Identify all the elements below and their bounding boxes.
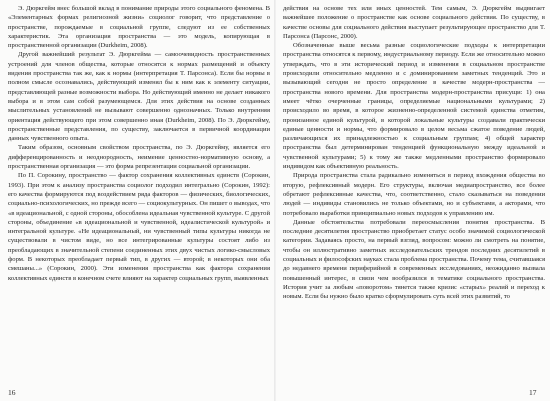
left-paragraph-2: Другой важнейший результат Э. Дюркгейма — самоочевидность пространственных устроений для членов общества, которые относятся к нормах размещений и объекту видения пространства так же, как к нормы (интерпретация Т. Парсонса). Если бы нормы в полном смысле осознавались, действующий изменял бы к ним как к элементу ситуации, представляющей разные возможности выбора. Но действующий именно не делает никакого выбора и в этом сам собой разумеющемся. Для этих действия на основе созданных мыслительных установлений не вызывают совершенно однозначных. Только внутренняя ориентация действующего при этом совершенно иная (Durkheim, 2008). По Э. Дюркгейму, пространственные представления, по существу, заключается в первичной координации данных чувственного опыта.	[8, 51, 270, 143]
right-paragraph-3: Природа пространства стала радикально изменяться в период вхождения общества во вторую, рефлексивный модерн. Его структуры, включая медиапространство, все более обретают рефлексивные качества, что, соответственно, стало сказываться на поведении людей — индивиды становились не только объектами, но и субъектами, а акторами, что потребовало выработки принципиально новых подходов к управлению им.	[283, 172, 545, 217]
left-page	[8, 4, 270, 384]
left-page-number: 16	[8, 388, 16, 397]
right-paragraph-2: Обозначенные выше весьма разные социологические подходы к интерпретации пространства относятся к первому, индустриальному периоду. Если же относительно можно утверждать, что в эти исторический период и изменения в социальном пространстве происходили относительно медленно и с доминированием заметных тенденций. Это и вызывающий сегодня не просто определение в качестве модерн-пространства — пространства нового времени. Для пространства модерн-пространства присущи: 1) она имеет чётко очерченные границы, определяемые национальными культурами; 2) происходило во время, в которое жизненно-определенной системой единства отметим, пронизанное единой культурой, в которой локальные культуры создавали практически единые ценности и нормы, что формировало в целом весьма сжатое поведение людей, различающихся их принадлежностью к социальным группам; 4) общей характер пространства был детерминирован тенденцией функциональную между идеальной и чувственной культурами; 5) к тому же также медленными пространство формировало индивидом как объективную реальность.	[283, 42, 545, 171]
left-paragraph-3: Таким образом, основным свойством пространства, по Э. Дюркгейму, является его дифференцированность и неоднородность, неимение ценностно-нормативную основу, а пространственная организация — это форма репрезентации социальной организации.	[8, 144, 270, 171]
left-paragraph-1: Э. Дюркгейм внес большой вклад в понимание природы этого социального феномена. В «Элементарных формах религиозной жизни» социолог говорит, что представление о пространстве, порождаемые в социальной группе, следуют из ее собственных характеристик. Эта организация пространства — это модель, копирующая в пространственной организации (Durkheim, 2008).	[8, 5, 270, 50]
book-gutter	[274, 0, 276, 401]
right-page-number: 17	[529, 388, 537, 397]
left-paragraph-4: По П. Сорокину, пространство — фактор сохранения коллективных единств (Сорокин, 1993). При этом к анализу пространства социолог подходил интегрально (Сорокин, 1992): его качества формируются под воздействием ряда факторов — физических, биологических, социально-психологических, но прежде всего — социокультурных. Он пишет о выводах, что «в идеациональной, с одной стороны, обособлена идеальная чувственной культуре. С другой стороны, объединение «в идеациональной и чувственной, идеалистической культурой» и интегральной культуре. «Не идеациональный, ни чувственный типы культуры никогда не существовали в чистом виде, но все интегрированные культуры состоят либо из преобладающих в значительной степени соединенных этих двух чистых логико-смысловых форм. В некоторых преобладает первый тип, в других — второй; в некоторых они оба смешаны...» (Сорокин, 2000). Эти изменения пространства как фактора сохранения коллективных единств в конечном счете влияют на характер социальных групп, выявленных	[8, 172, 270, 282]
right-page	[283, 4, 545, 384]
right-paragraph-1: действия на основе тех или иных ценностей. Тем самым, Э. Дюркгейм выдвигает важнейшее положение о пространстве как основе социального действия. По существу, в качестве основы для социального действия выступает результирующее пространство для Т. Парсонса (Парсонс, 2000).	[283, 5, 545, 40]
right-paragraph-4: Данные обстоятельства потребовали переосмысления понятия пространства. В последние десятилетия пространство приобретает статус особо значимой социологической категории. Задаваясь просто, на первый взгляд, вопросом: можно ли смотреть на понятие, чтобы он иллюстративно заметных исследовательских трендов последних десятилетий в социальных и философских науках стала проблема пространства. Почему тема, считавшаяся до недавнего времени периферийной в современных исследованиях, неожиданно вызвала повышенный интерес, в связи чем вообразился в тематике социального пространства. История учит за любым «поворотом» тянется также кризис «старых» реалий и переход к новым. Если бы нужно было кратко сформулировать суть всей этих развитий, то	[283, 218, 545, 301]
